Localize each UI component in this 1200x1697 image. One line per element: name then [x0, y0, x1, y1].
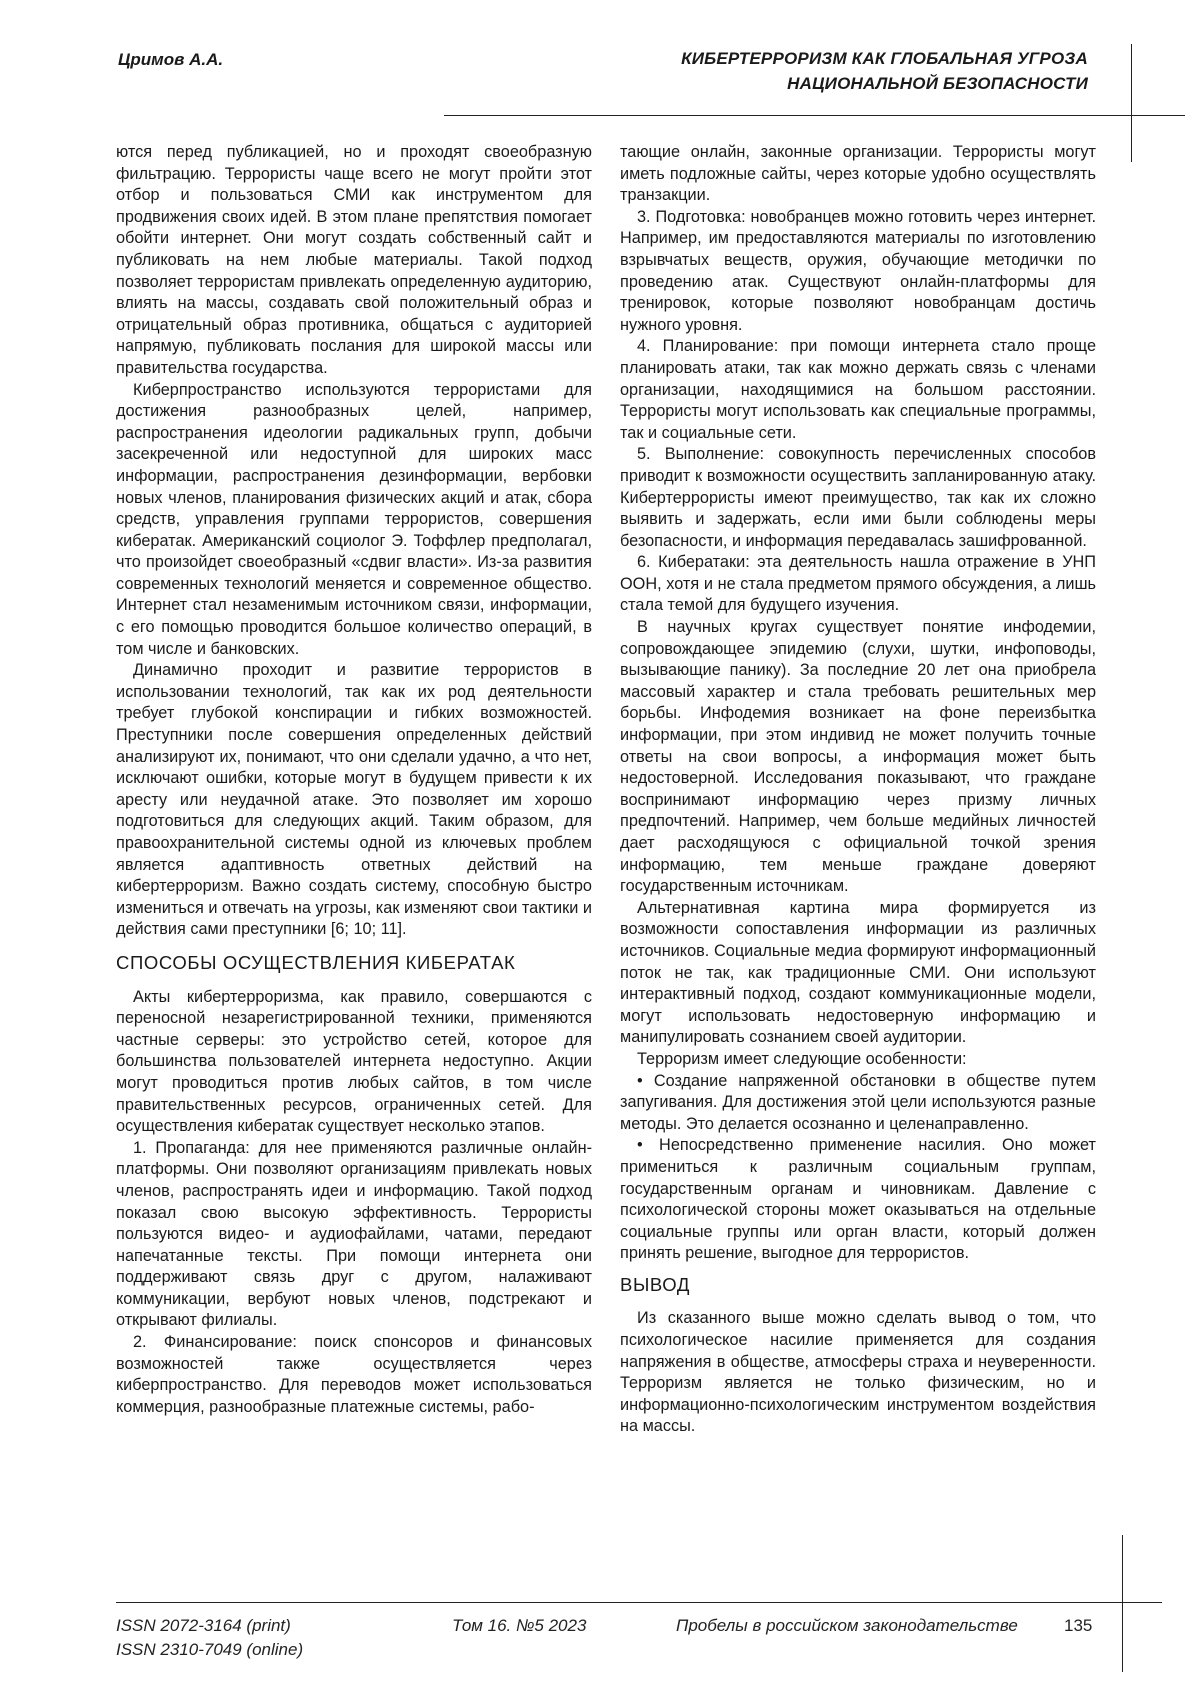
list-item: 3. Подготовка: новобранцев можно готовить через интернет. Например, им предоставляются материалы по изготовлению взрывчатых веществ, оружия, обучающие методички по проведению атак. Существуют онлайн-платформы для тренировок, которые позволяют новобранцам достичь нужного уровня. [620, 207, 1096, 334]
section-heading: СПОСОБЫ ОСУЩЕСТВЛЕНИЯ КИБЕРАТАК [116, 951, 516, 973]
list-item: 6. Кибератаки: эта деятельность нашла отражение в УНП ООН, хотя и не стала предметом прямого обсуждения, а лишь стала темой для будущего изучения. [620, 553, 1096, 615]
paragraph: Киберпространство используются террористами для достижения разнообразных целей, например, распространения идеологии радикальных групп, добычи засекреченной или недоступной для широких масс информации, распространения дезинформации, вербовки новых членов, планирования физических акций и атак, сбора средств, управления группами террористов, совершения кибератак. Американский социолог Э. Тоффлер предполагал, что произойдет своеобразный «сдвиг власти». Из-за развития современных технологий меняется и современное общество. Интернет стал незаменимым источником связи, информации, с его помощью проводится большое количество операций, в том числе и банковских. [116, 380, 592, 658]
list-item: 5. Выполнение: совокупность перечисленных способов приводит к возможности осуществить запланированную атаку. Кибертеррористы имеют преимущество, так как их сложно выявить и задержать, если ими были соблюдены меры безопасности, и информация передавалась зашифрованной. [620, 445, 1096, 550]
footer-vertical-rule [1122, 1535, 1123, 1672]
section-heading: ВЫВОД [620, 1273, 690, 1295]
paragraph: В научных кругах существует понятие инфодемии, сопровождающее эпидемию (слухи, шутки, инфоповоды, вызывающие панику). За последние 20 лет она приобрела массовый характер и стала требовать решительных мер борьбы. Инфодемия возникает на фоне переизбытка информации, при этом индивид не может получить точные ответы на свои вопросы, а информация может быть недостоверной. Исследования показывают, что граждане воспринимают информацию через призму личных предпочтений. Например, чем больше медийных личностей дает расходящуюся с официальной точкой зрения информацию, тем меньше граждане доверяют государственным источникам. [620, 618, 1096, 896]
paragraph: Альтернативная картина мира формируется из возможности сопоставления информации из различных источников. Социальные медиа формируют информационный поток не так, как традиционные СМИ. Они используют интерактивный подход, создают коммуникационные модели, могут использовать недостоверную информацию и манипулировать сознанием своей аудитории. [620, 898, 1096, 1047]
issn-online: ISSN 2310-7049 (online) [116, 1640, 304, 1659]
footer-journal: Пробелы в российском законодательстве [676, 1616, 1018, 1635]
list-item: 2. Финансирование: поиск спонсоров и финансовых возможностей также осуществляется через киберпространство. Для переводов может использоваться коммерция, разнообразные платежные системы, рабо- [116, 1333, 592, 1416]
page-number: 135 [1064, 1616, 1093, 1635]
paragraph: Терроризм имеет следующие особенности: [637, 1049, 967, 1068]
header-vertical-rule [1131, 44, 1132, 162]
running-author: Цримов А.А. [118, 50, 224, 69]
footer-issn [116, 1614, 303, 1662]
bullet-item: • Непосредственно применение насилия. Оно может примениться к различным социальным группам, государственным органам и чиновникам. Давление с психологической стороны может оказываться на отдельные социальные группы или орган власти, который должен принять решение, выгодное для террористов. [620, 1136, 1096, 1263]
running-title-line-1: КИБЕРТЕРРОРИЗМ КАК ГЛОБАЛЬНАЯ УГРОЗА [681, 49, 1088, 68]
running-title [528, 46, 1088, 96]
list-item: 1. Пропаганда: для нее применяются различные онлайн-платформы. Они позволяют организациям привлекать новых членов, распространять идеи и информацию. Такой подход показал свою высокую эффективность. Террористы пользуются видео- и аудиофайлами, чатами, передают напечатанные тексты. При помощи интернета они поддерживают связь друг с другом, налаживают коммуникации, вербуют новых членов, подстрекают и открывают филиалы. [116, 1138, 592, 1330]
right-column [620, 142, 1096, 1438]
running-title-line-2: НАЦИОНАЛЬНОЙ БЕЗОПАСНОСТИ [787, 74, 1088, 93]
issn-print: ISSN 2072-3164 (print) [116, 1616, 291, 1635]
bullet-item: • Создание напряженной обстановки в обществе путем запугивания. Для достижения этой цели используются разные методы. Это делается осознанно и целенаправленно. [620, 1071, 1096, 1133]
header-rule [444, 115, 1185, 116]
left-column [116, 142, 592, 1418]
list-item: 4. Планирование: при помощи интернета стало проще планировать атаки, так как можно держать связь с членами организации, находящимися на большом расстоянии. Террористы могут использовать как специальные программы, так и социальные сети. [620, 337, 1096, 442]
footer-rule [116, 1602, 1162, 1603]
paragraph: ются перед публикацией, но и проходят своеобразную фильтрацию. Террористы чаще всего не могут пройти этот отбор и пользоваться СМИ как инструментом для продвижения своих идей. В этом плане препятствия помогает обойти интернет. Они могут создать собственный сайт и публиковать на нем любые материалы. Такой подход позволяет террористам привлекать определенную аудиторию, влиять на массы, создавать свой положительный образ и отрицательный образ противника, общаться с аудиторией напрямую, публиковать послания для широкой массы или правительства государства. [116, 143, 592, 377]
footer-volume: Том 16. №5 2023 [452, 1616, 587, 1635]
paragraph: Из сказанного выше можно сделать вывод о том, что психологическое насилие применяется для создания напряжения в обществе, атмосферы страха и неуверенности. Терроризм является не только физическим, но и информационно-психологическим инструментом воздействия на массы. [620, 1309, 1096, 1436]
paragraph: Динамично проходит и развитие террористов в использовании технологий, так как их род деятельности требует глубокой конспирации и гибких возможностей. Преступники после совершения определенных действий анализируют их, понимают, что они сделали удачно, а что нет, исключают ошибки, которые могут в будущем привести к их аресту или неудачной атаке. Это позволяет им хорошо подготовиться для следующих акций. Таким образом, для правоохранительной системы одной из ключевых проблем является адаптивность ответных действий на кибертерроризм. Важно создать систему, способную быстро измениться и отвечать на угрозы, как изменяют свои тактики и действия сами преступники [6; 10; 11]. [116, 661, 592, 939]
paragraph: Акты кибертерроризма, как правило, совершаются с переносной незарегистрированной техники, применяются частные серверы: это устройство сетей, которое для большинства пользователей интернета недоступно. Акции могут проводиться против любых сайтов, в том числе правительственных ресурсов, ограниченных сетей. Для осуществления кибератак существует несколько этапов. [116, 987, 592, 1136]
paragraph: тающие онлайн, законные организации. Террористы могут иметь подложные сайты, через которые удобно осуществлять транзакции. [620, 143, 1096, 205]
